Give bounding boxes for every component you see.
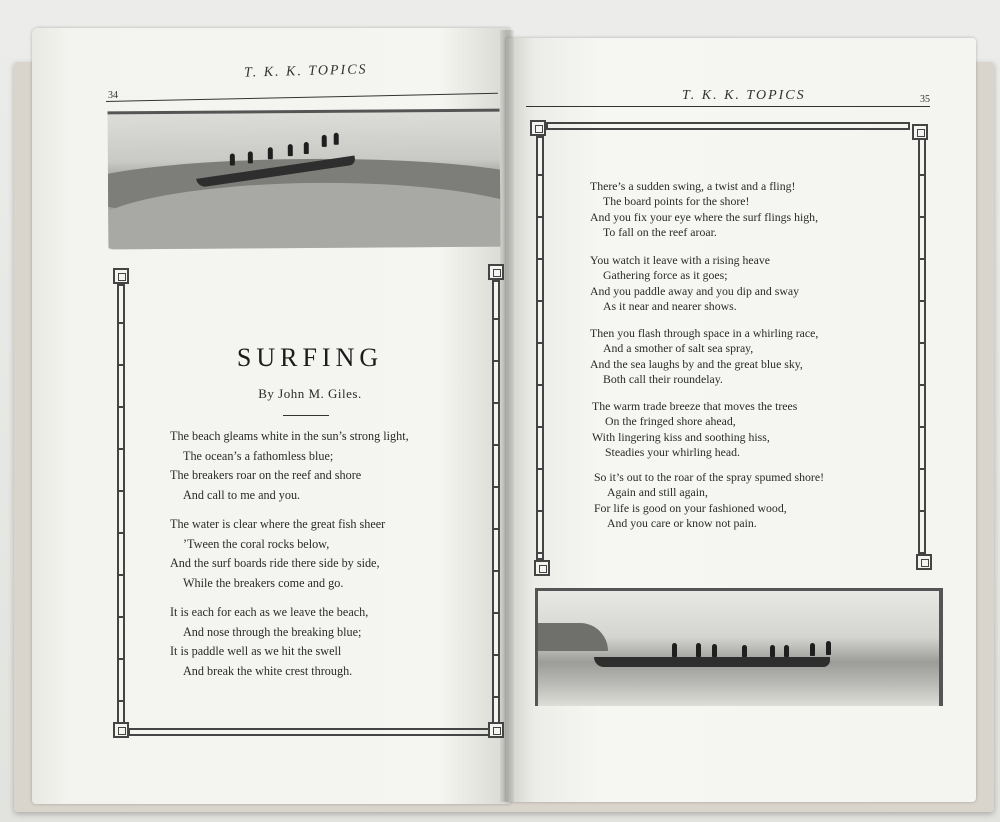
poem-line: The water is clear where the great fish sheer <box>170 517 386 531</box>
poem-line: Again and still again, <box>607 485 708 500</box>
poem-line: On the fringed shore ahead, <box>605 414 736 429</box>
poem-line: Both call their roundelay. <box>603 371 723 386</box>
border-corner <box>916 554 932 570</box>
left-page-number: 34 <box>108 90 118 101</box>
poem-line: The breakers roar on the reef and shore <box>170 468 362 482</box>
stanza-3 <box>170 603 368 681</box>
poem-line: And nose through the breaking blue; <box>183 624 362 639</box>
canoe-silhouette <box>594 657 830 667</box>
stanza-1 <box>170 427 409 505</box>
paddler-silhouette <box>696 643 701 657</box>
poem-line: With lingering kiss and soothing hiss, <box>592 429 770 444</box>
border-right-bar <box>918 136 926 560</box>
bottom-canoe-photo <box>535 588 943 706</box>
poem-line: And you fix your eye where the surf flings high, <box>590 209 819 224</box>
stanza-8 <box>594 470 824 531</box>
paddler-silhouette <box>288 144 293 156</box>
poem-line: There’s a sudden swing, a twist and a fling! <box>590 179 796 193</box>
stanza-2 <box>170 515 385 593</box>
paddler-silhouette <box>810 643 815 656</box>
poem-line: Steadies your whirling head. <box>605 444 740 459</box>
poem-line: To fall on the reef aroar. <box>603 224 717 239</box>
border-bottom-bar <box>128 728 494 736</box>
border-corner <box>530 120 546 136</box>
border-top-bar <box>546 122 910 130</box>
poem-line: And call to me and you. <box>183 487 301 502</box>
stanza-7 <box>592 399 797 460</box>
poem-line: Gathering force as it goes; <box>603 268 728 283</box>
poem-line: And a smother of salt sea spray, <box>603 341 754 356</box>
poem-line: You watch it leave with a rising heave <box>590 253 770 267</box>
poem-line: And you care or know not pain. <box>607 515 757 530</box>
paddler-silhouette <box>322 135 327 147</box>
border-left-bar <box>117 284 125 724</box>
poem-line: The beach gleams white in the sun’s strong light, <box>170 429 409 443</box>
poem-line: The board points for the shore! <box>603 194 750 209</box>
border-corner <box>113 722 129 738</box>
border-corner <box>534 560 550 576</box>
right-running-head: T. K. K. TOPICS <box>682 88 806 103</box>
poem-line: As it near and nearer shows. <box>603 298 737 313</box>
border-corner <box>488 264 504 280</box>
paddler-silhouette <box>268 147 273 159</box>
border-left-bar <box>536 136 544 560</box>
paddler-silhouette <box>784 645 789 657</box>
border-corner <box>912 124 928 140</box>
poem-line: And the surf boards ride there side by side, <box>170 556 380 570</box>
poem-byline: By John M. Giles. <box>258 386 362 401</box>
poem-title: SURFING <box>236 343 384 372</box>
border-corner <box>488 722 504 738</box>
poem-line: Then you flash through space in a whirling race, <box>590 326 819 340</box>
poem-line: And the sea laughs by and the great blue sky, <box>590 356 803 371</box>
stanza-4 <box>590 179 818 240</box>
paddler-silhouette <box>304 142 309 154</box>
right-head-rule <box>526 106 930 107</box>
title-rule <box>283 415 329 416</box>
poem-line: While the breakers come and go. <box>183 575 344 590</box>
poem-line: For life is good on your fashioned wood, <box>594 500 787 515</box>
poem-line: And break the white crest through. <box>183 663 353 678</box>
border-corner <box>113 268 129 284</box>
poem-line: The warm trade breeze that moves the trees <box>592 399 798 413</box>
paddler-silhouette <box>712 644 717 657</box>
right-page-number: 35 <box>920 94 930 105</box>
paddler-silhouette <box>742 645 747 657</box>
stanza-6 <box>590 326 818 387</box>
stanza-5 <box>590 253 799 314</box>
paddler-silhouette <box>826 641 831 655</box>
paddler-silhouette <box>248 151 253 163</box>
book-spine <box>500 30 514 802</box>
top-surfing-photo <box>108 109 501 250</box>
left-running-head: T. K. K. TOPICS <box>243 62 368 81</box>
poem-line: ’Tween the coral rocks below, <box>183 536 330 551</box>
poem-line: The ocean’s a fathomless blue; <box>183 448 334 463</box>
paddler-silhouette <box>770 645 775 657</box>
poem-line: And you paddle away and you dip and sway <box>590 283 800 298</box>
paddler-silhouette <box>672 643 677 657</box>
paddler-silhouette <box>230 153 235 165</box>
poem-line: It is each for each as we leave the beach, <box>170 605 369 619</box>
border-right-bar <box>492 280 500 724</box>
paddler-silhouette <box>334 133 339 145</box>
poem-line: So it’s out to the roar of the spray spumed shore! <box>594 470 824 484</box>
poem-line: It is paddle well as we hit the swell <box>170 644 342 658</box>
